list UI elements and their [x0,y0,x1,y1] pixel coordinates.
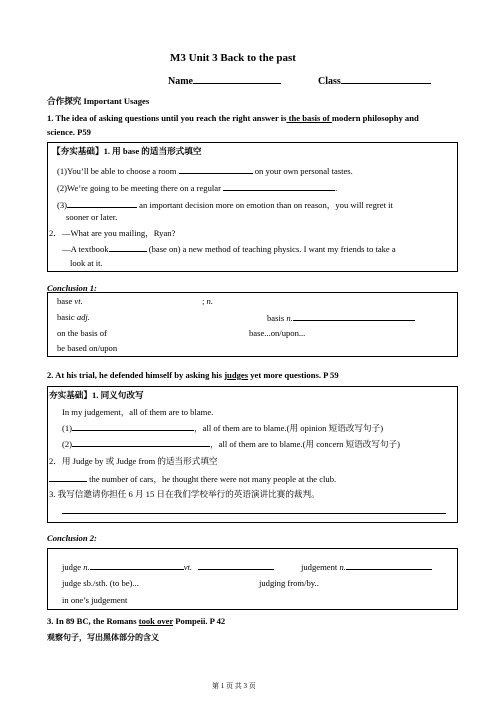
item1-num: 1. [47,113,54,123]
c1-row2-right [267,312,415,324]
box2-l3-a: (2) [62,439,73,449]
name-label [168,75,281,87]
box2-tag: 夯实基础】 [49,390,92,400]
answer-blank[interactable] [90,561,184,570]
box1-q1-b: on your own personal tastes. [252,166,353,176]
answer-blank[interactable] [49,473,87,482]
box1-q1-a: (1)You’ll be able to choose a room [57,166,179,176]
box2-l5-text: the number of cars，he thought there were not many people at the club. [89,474,337,484]
c1-base-pos: vt. [74,296,83,306]
name-label-text: Name [168,76,193,87]
item3-num: 3. [47,616,54,626]
c1-basis: basis [267,313,287,323]
class-blank[interactable] [341,75,431,84]
answer-blank[interactable] [179,165,253,174]
item2-num: 2. [47,370,54,380]
item1-pre: The idea of asking questions until you reach the right answer is [55,113,287,123]
c2-row1 [62,561,274,573]
box1-q3-cont: sooner or later. [66,212,118,222]
answer-line[interactable] [62,513,446,514]
box2-heading-text: 1. 同义句改写 [91,390,144,400]
name-blank[interactable] [193,75,281,84]
box2-l4: 2．用 Judge by 或 Judge from 的适当形式填空 [49,456,218,466]
box1-q3 [57,199,393,211]
c1-basis-pos: n. [286,313,293,323]
item3-pre: In 89 BC, the Romans [55,616,139,626]
answer-blank[interactable] [72,438,210,447]
c2-judgement-n: n. [339,562,346,572]
box1-heading [52,146,201,157]
page-footer: 第 1 页 共 3 页 [212,682,256,690]
answer-blank[interactable] [198,561,274,570]
c1-basic: basic [57,312,77,322]
box2-heading [49,390,144,401]
c1-row3: on the basis of [57,328,107,338]
box2-l3 [62,438,400,450]
box1-q2-a: (2)We’re going to be meeting there on a regular [57,183,224,193]
answer-blank[interactable] [346,561,432,570]
answer-blank[interactable] [109,243,147,252]
item2-sentence [47,370,339,381]
c1-sep: ; [202,296,207,306]
c2-row2-right: judging from/by.. [259,578,319,588]
box1-q4: 2．—What are you mailing，Ryan? [49,228,176,238]
box2-l5 [49,473,336,485]
box2-l3-b: ，all of them are to blame.(用 concern 短语改写句子) [210,439,400,449]
answer-blank[interactable] [223,182,338,193]
c2-row3: in one’s judgement [62,595,128,605]
answer-blank[interactable] [293,312,415,321]
item1-sentence [47,113,419,124]
c2-judgement: judgement [301,562,340,572]
box2-l2-a: (1) [62,423,73,433]
item2-post: yet more questions. P 59 [248,370,339,380]
box1-q4-a: —A textbook [62,244,109,254]
item3-post: Pompeii. P 42 [173,616,226,626]
class-label [318,75,431,87]
box1-q4-b: (base on) a new method of teaching physics. I want my friends to take a [148,244,396,254]
box1-q3-a: (3) [57,200,68,210]
box1-q1 [57,165,353,177]
item1-post: modern philosophy and [331,113,419,123]
box1-heading-text: 1. 用 base 的适当形式填空 [103,146,202,156]
box2-l6: 3. 我写信邀请你担任 6 月 15 日在我们学校举行的英语演讲比赛的裁判。 [49,489,320,499]
observe-instruction: 观察句子，写出黑体部分的含义 [47,633,159,642]
box2-l2-b: ，all of them are to blame.(用 opinion 短语改写句子) [194,423,384,433]
c2-judge: judge [62,562,84,572]
c1-row2 [57,312,90,323]
c1-row4: be based on/upon [57,343,118,353]
item3-underlined: took over [138,616,174,626]
answer-blank[interactable] [67,199,137,208]
item1-line2: science. P59 [47,127,91,137]
c1-n: n. [206,296,213,306]
class-label-text: Class [318,76,341,87]
box2-l2 [62,422,383,434]
box1-q2 [57,182,337,194]
c2-row2: judge sb./sth. (to be)... [62,578,139,588]
item3-sentence [47,616,225,627]
box1-q3-b: an important decision more on emotion than on reason，you will regret it [137,200,393,210]
c2-row1-right [301,561,432,573]
c2-judge-vt: vt. [183,562,193,572]
conclusion1-label: Conclusion 1: [47,283,97,293]
item2-underlined: judges [224,370,249,380]
c2-judge-n: n. [83,562,90,572]
box1-q2-b: . [335,183,338,193]
c1-row1-right [202,296,213,307]
c1-row1 [57,296,83,307]
c1-row3-right: base...on/upon... [249,328,306,338]
item1-underlined: the basis of [286,113,332,123]
box2-l1: In my judgement，all of them are to blame. [62,407,214,417]
page-title: M3 Unit 3 Back to the past [170,52,296,64]
item2-pre: At his trial, he defended himself by asking his [55,370,225,380]
section-heading: 合作探究 Important Usages [47,96,150,106]
conclusion2-label: Conclusion 2: [47,533,97,543]
c1-base: base [57,296,75,306]
box1-q4-cont: look at it. [70,258,103,268]
c1-basic-pos: adj. [76,312,90,322]
box1-tag: 【夯实基础】 [52,146,104,156]
box1-q4-answer [62,243,396,255]
answer-blank[interactable] [72,422,194,431]
